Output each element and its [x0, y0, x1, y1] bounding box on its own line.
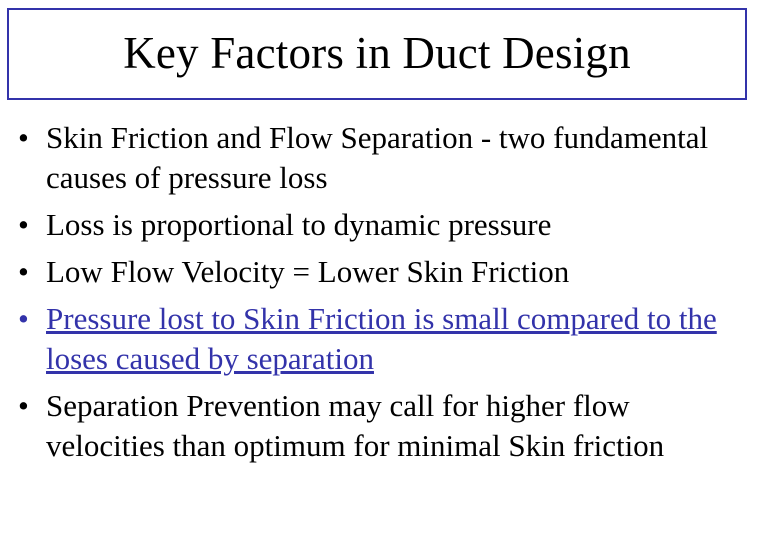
list-item — [18, 386, 744, 466]
list-item-text: Loss is proportional to dynamic pressure — [46, 207, 552, 242]
list-item-text: Skin Friction and Flow Separation - two fundamental causes of pressure loss — [46, 120, 709, 195]
list-item — [18, 118, 744, 198]
list-item — [18, 252, 744, 292]
page-title: Key Factors in Duct Design — [123, 28, 631, 79]
hyperlink-text[interactable]: Pressure lost to Skin Friction is small compared to the loses caused by separation — [46, 301, 717, 376]
bullet-point-icon: • — [18, 301, 29, 336]
list-item-hyperlink[interactable] — [18, 299, 744, 379]
list-item-text: Separation Prevention may call for higher flow velocities than optimum for minimal Skin friction — [46, 388, 665, 463]
bullet-point-icon: • — [18, 254, 29, 289]
list-item — [18, 205, 744, 245]
bullet-list — [18, 118, 744, 473]
list-item-text: Low Flow Velocity = Lower Skin Friction — [46, 254, 570, 289]
slide-title-box — [7, 8, 747, 100]
bullet-point-icon: • — [18, 120, 29, 155]
bullet-point-icon: • — [18, 207, 29, 242]
bullet-point-icon: • — [18, 388, 29, 423]
